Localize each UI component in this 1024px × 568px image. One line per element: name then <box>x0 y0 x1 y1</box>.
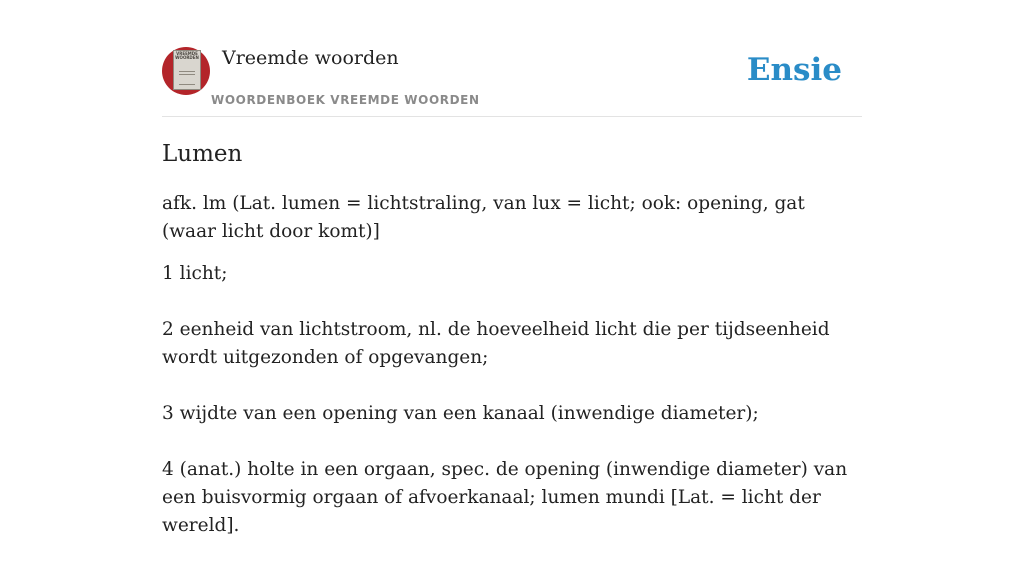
book-cover-title: VREEMDE WOORDEN <box>175 51 199 60</box>
page-title: Lumen <box>162 141 243 167</box>
site-header <box>162 46 862 117</box>
etymology: afk. lm (Lat. lumen = lichtstraling, van lux = licht; ook: opening, gat (waar licht door komt)] <box>162 193 805 242</box>
cover-line <box>179 74 195 75</box>
definition-1: 1 licht; <box>162 263 228 284</box>
entry-content <box>162 138 862 568</box>
cover-line <box>179 71 195 72</box>
site-title[interactable]: Vreemde woorden <box>222 47 399 69</box>
definition-3: 3 wijdte van een opening van een kanaal (inwendige diameter); <box>162 403 759 424</box>
book-cover-icon <box>173 50 201 90</box>
ensie-logo[interactable]: Ensie <box>746 52 842 88</box>
definition-4: 4 (anat.) holte in een orgaan, spec. de opening (inwendige diameter) van een buisvormig orgaan of afvoerkanaal; lumen mundi [Lat. = licht der wereld]. <box>162 459 848 536</box>
site-avatar[interactable] <box>162 47 210 95</box>
site-subtitle: WOORDENBOEK VREEMDE WOORDEN <box>211 93 480 107</box>
definition-2: 2 eenheid van lichtstroom, nl. de hoeveelheid licht die per tijdseenheid wordt uitgezonden of opgevangen; <box>162 319 830 368</box>
cover-line <box>179 84 195 85</box>
